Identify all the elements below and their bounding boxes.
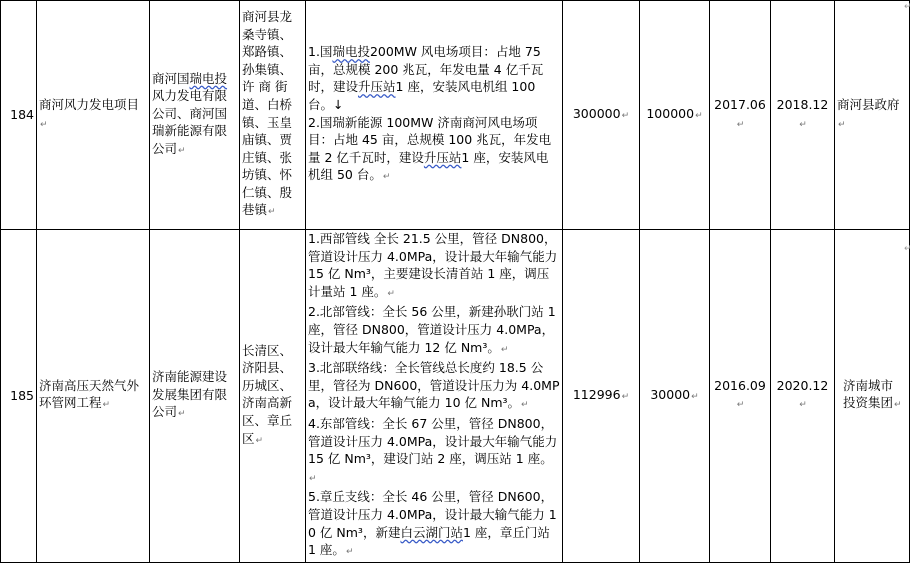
row-number: 184 <box>1 1 37 230</box>
table-row-185 <box>1 230 910 563</box>
responsible-unit: 济南城市 投资集团↵ <box>835 230 910 563</box>
responsible-unit: 商河县政府↵ <box>835 1 910 230</box>
end-date: 2018.12↵ <box>771 1 835 230</box>
edge-paragraph-mark-top: ↵ <box>904 2 912 12</box>
total-investment: 112996↵ <box>563 230 640 563</box>
construction-location: 商河县龙桑寺镇、郑路镇、孙集镇、许 商 街道、白桥镇、玉皇庙镇、贾庄镇、张坊镇、怀仁镇、殷巷镇↵ <box>240 1 306 230</box>
start-date: 2017.06↵ <box>710 1 771 230</box>
edge-paragraph-mark: ↵ <box>904 244 912 254</box>
end-date: 2020.12↵ <box>771 230 835 563</box>
construction-location: 长清区、济阳县、历城区、济南高新区、章丘区↵ <box>240 230 306 563</box>
construction-content: 1.西部管线 全长 21.5 公里，管径 DN800，管道设计压力 4.0MPa，设计最大年输气能力 15 亿 Nm³，主要建设长清首站 1 座，调压计量站 1 座。↵ 2.北部管线：全长 56 公里，新建孙耿门站 1 座，管径 DN800，管道设计压力 4.0MPa，设计最大年输气能力 12 亿 Nm³。↵ 3.北部联络线：全长管线总长度约 18.5 公里，管径为 DN600，管道设计压力为 4.0MPa，设计最大年输气能力 10 亿 Nm³。↵ 4.东部管线：全长 67 公里，管径 DN800，管道设计压力 4.0MPa，设计最大年输气能力 15 亿 Nm³，建设门站 2 座，调压站 1 座。↵ 5.章丘支线：全长 46 公里，管径 DN600，管道设计压力 4.0MPa，设计最大输气能力 10 亿 Nm³，新建白云湖门站1 座，章丘门站 1 座。↵ <box>306 230 563 563</box>
construction-content: 1.国瑞电投200MW 风电场项目：占地 75 亩，总规模 200 兆瓦，年发电量 4 亿千瓦时，建设升压站1 座，安装风电机组 100 台。↓ 2.国瑞新能源 100MW 济南商河风电场项目：占地 45 亩，总规模 100 兆瓦，年发电量 2 亿千瓦时，建设升压站1 座，安装风电机组 50 台。↵ <box>306 1 563 230</box>
annual-investment: 100000↵ <box>640 1 710 230</box>
owner-company: 商河国瑞电投风力发电有限公司、商河国瑞新能源有限公司↵ <box>150 1 240 230</box>
project-name: 商河风力发电项目↵ <box>37 1 150 230</box>
owner-company: 济南能源建设发展集团有限公司↵ <box>150 230 240 563</box>
annual-investment: 30000↵ <box>640 230 710 563</box>
start-date: 2016.09↵ <box>710 230 771 563</box>
row-number: 185 <box>1 230 37 563</box>
table-row-184 <box>1 1 910 230</box>
total-investment: 300000↵ <box>563 1 640 230</box>
project-name: 济南高压天然气外环管网工程↵ <box>37 230 150 563</box>
